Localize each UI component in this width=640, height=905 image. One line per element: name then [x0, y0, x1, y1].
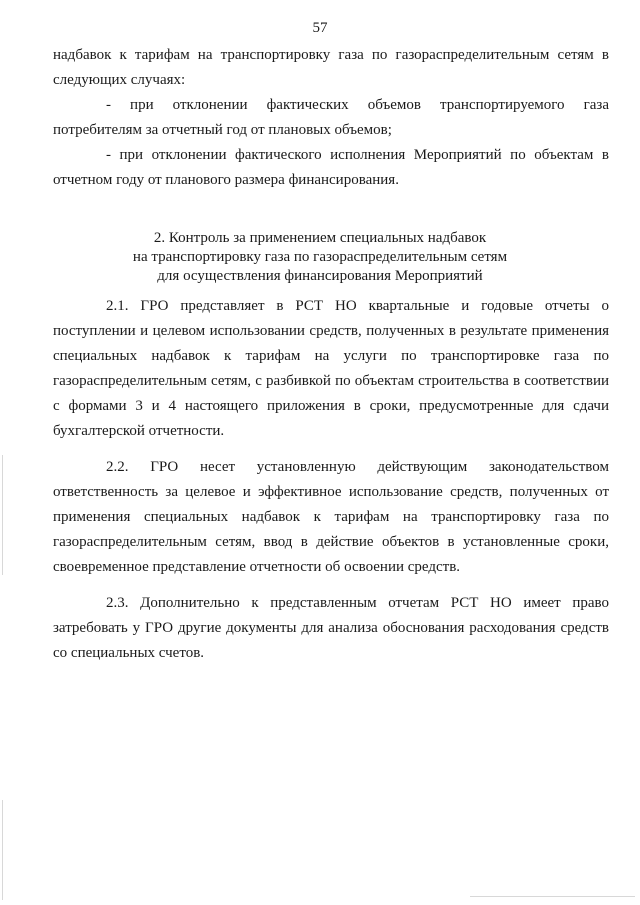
- section-heading: [0, 229, 640, 286]
- section-heading-line-1: 2. Контроль за применением специальных надбавок: [153, 230, 487, 246]
- paragraph-gap: [53, 580, 609, 591]
- intro-lead: надбавок к тарифам на транспортировку газа по газораспределительным сетям в следующих случаях:: [53, 47, 609, 88]
- scan-edge-mark: [2, 800, 3, 900]
- section-heading-line-2: на транспортировку газа по газораспределительным сетям: [132, 249, 508, 265]
- paragraph-2-2: 2.2. ГРО несет установленную действующим законодательством ответственность за целевое и эффективное использование средств, полученных от применения специальных надбавок к тарифам на транспортировку газа по газораспределительным сетям, ввод в действие объектов в установленные сроки, своевременное представление отчетности об освоении средств.: [53, 459, 609, 575]
- intro-block: [53, 43, 609, 193]
- page-number: 57: [312, 20, 328, 36]
- intro-item-2: - при отклонении фактического исполнения Мероприятий по объектам в отчетном году от планового размера финансирования.: [53, 147, 609, 188]
- section-body: [53, 294, 609, 666]
- scan-edge-mark: [470, 896, 635, 897]
- intro-item-1: - при отклонении фактических объемов транспортируемого газа потребителям за отчетный год от плановых объемов;: [53, 97, 609, 138]
- section-heading-line-3: для осуществления финансирования Мероприятий: [157, 268, 483, 284]
- paragraph-gap: [53, 444, 609, 455]
- scan-edge-mark: [2, 455, 3, 575]
- paragraph-2-1: 2.1. ГРО представляет в РСТ НО квартальные и годовые отчеты о поступлении и целевом использовании средств, полученных в результате применения специальных надбавок к тарифам на услуги по транспортировке газа по газораспределительным сетям, с разбивкой по объектам строительства в соответствии с формами 3 и 4 настоящего приложения в сроки, предусмотренные для сдачи бухгалтерской отчетности.: [53, 298, 609, 439]
- paragraph-2-3: 2.3. Дополнительно к представленным отчетам РСТ НО имеет право затребовать у ГРО другие документы для анализа обоснования расходования средств со специальных счетов.: [53, 595, 609, 661]
